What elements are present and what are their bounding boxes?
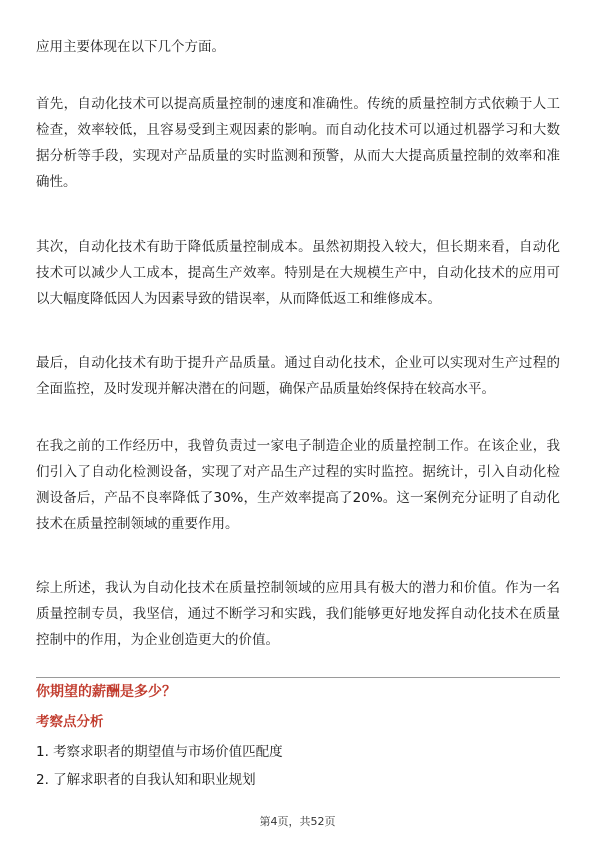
- paragraph-experience: 在我之前的工作经历中，我曾负责过一家电子制造企业的质量控制工作。在该企业，我们引入了自动化检测设备，实现了对产品生产过程的实时监控。据统计，引入自动化检测设备后，产品不良率降低了30%，生产效率提高了20%。这一案例充分证明了自动化技术在质量控制领域的重要作用。: [36, 438, 560, 532]
- paragraph-second: 其次，自动化技术有助于降低质量控制成本。虽然初期投入较大，但长期来看，自动化技术可以减少人工成本，提高生产效率。特别是在大规模生产中，自动化技术的应用可以大幅度降低因人为因素导致的错误率，从而降低返工和维修成本。: [36, 239, 560, 307]
- analysis-point: 2. 了解求职者的自我认知和职业规划: [36, 772, 256, 788]
- paragraph-intro: 应用主要体现在以下几个方面。: [36, 39, 225, 55]
- analysis-point: 1. 考察求职者的期望值与市场价值匹配度: [36, 744, 283, 760]
- question-title: 你期望的薪酬是多少？: [36, 684, 176, 700]
- page-number: 第4页，共52页: [259, 815, 336, 828]
- section-divider: [36, 677, 560, 678]
- analysis-heading: 考察点分析: [36, 714, 104, 730]
- paragraph-last: 最后，自动化技术有助于提升产品质量。通过自动化技术，企业可以实现对生产过程的全面监控，及时发现并解决潜在的问题，确保产品质量始终保持在较高水平。: [36, 355, 560, 397]
- paragraph-summary: 综上所述，我认为自动化技术在质量控制领域的应用具有极大的潜力和价值。作为一名质量控制专员，我坚信，通过不断学习和实践，我们能够更好地发挥自动化技术在质量控制中的作用，为企业创造更大的价值。: [36, 580, 560, 648]
- paragraph-first: 首先，自动化技术可以提高质量控制的速度和准确性。传统的质量控制方式依赖于人工检查，效率较低，且容易受到主观因素的影响。而自动化技术可以通过机器学习和大数据分析等手段，实现对产品质量的实时监测和预警，从而大大提高质量控制的效率和准确性。: [36, 96, 560, 190]
